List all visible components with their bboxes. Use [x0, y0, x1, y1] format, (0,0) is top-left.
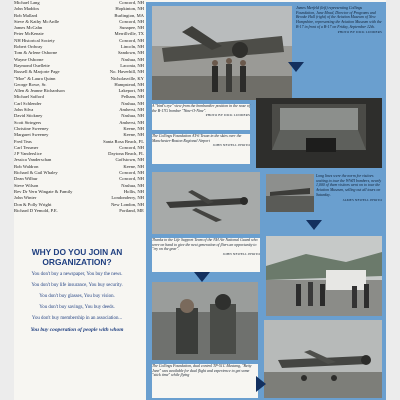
- member-name: Jessica Vanderschan: [14, 157, 52, 163]
- member-name: Tom & Arlene Osborne: [14, 50, 58, 56]
- member-name: Steve Wilson: [14, 182, 39, 188]
- member-place: Keene, NH: [123, 125, 144, 131]
- member-name: Richard D Yemold, P.E.: [14, 207, 58, 213]
- member-name: Michael Lang: [14, 0, 40, 5]
- caption-at6-text: The Collings Foundation AT-6 Texan in the skies over the Manchester-Boston Regional Airport: [152, 134, 242, 143]
- why-join-line: You don't buy a newspaper, You buy the news.: [31, 272, 123, 277]
- bombardier-view-photo: [256, 98, 382, 168]
- caption-lines-credit: JAMES NEWELL PHOTO: [342, 197, 382, 202]
- member-place: Sunapee, NH: [119, 25, 144, 31]
- member-name: John Winter: [14, 195, 37, 201]
- member-name: Don & Polly Wright: [14, 201, 52, 207]
- why-join-line: You don't buy membership in an association...: [31, 316, 123, 321]
- member-place: Nashua, NH: [121, 113, 144, 119]
- caption-at6: [152, 134, 250, 164]
- member-name: Carl Schlender: [14, 100, 42, 106]
- member-place: Pelham, NH: [121, 94, 144, 100]
- member-place: Concord, NH: [119, 18, 144, 24]
- why-join-heading: WHY DO YOU JOIN AN ORGANIZATION?: [31, 247, 123, 267]
- member-place: Burlington, MA: [114, 12, 144, 18]
- member-row: [14, 208, 144, 214]
- member-place: Nicholasville, KY: [110, 75, 144, 81]
- member-place: Amherst, NH: [119, 119, 144, 125]
- caption-top-credit: PHOTO BY DICK LUDDERS: [337, 29, 382, 34]
- member-place: Santa Rosa Beach, FL: [103, 138, 144, 144]
- why-join-line: You don't buy glasses, You buy vision.: [39, 294, 115, 299]
- member-place: Nashua, NH: [121, 56, 144, 62]
- member-name: Allen & Jeanne Richardson: [14, 88, 65, 94]
- member-place: Portland, ME: [119, 207, 144, 213]
- crowd-photo: [266, 236, 382, 316]
- caption-birds-eye-credit: PHOTO BY DICK LUDDERS: [205, 113, 250, 118]
- arrow-p51-icon: [256, 376, 266, 392]
- member-name: "Moe" & Laura Quinn: [14, 75, 56, 81]
- caption-p51: [152, 364, 258, 398]
- member-place: Nashua, NH: [121, 100, 144, 106]
- member-name: Dean Wilbur: [14, 176, 38, 182]
- member-place: Hopkinton, NH: [115, 6, 144, 12]
- member-place: Merrillville, TX: [114, 31, 144, 37]
- member-place: Nashua, NH: [121, 182, 144, 188]
- caption-top: [296, 6, 382, 62]
- member-name: Carl Tessmer: [14, 144, 39, 150]
- member-name: Margaret Sweeney: [14, 132, 49, 138]
- member-place: Londonderry, NH: [111, 195, 144, 201]
- member-place: Concord, NH: [119, 37, 144, 43]
- member-name: J P Vanderslice: [14, 151, 42, 157]
- caption-guard-text: Thanks to the Life Support Team of the NH Air National Guard who were on hand to give the next generation of fliers an opportunity to "try on the gear".: [152, 238, 258, 252]
- member-place: New London, NH: [110, 201, 144, 207]
- member-place: Concord, NH: [119, 144, 144, 150]
- member-place: Keene, NH: [123, 132, 144, 138]
- caption-at6-credit: JOHN NEWELL PHOTO: [212, 143, 250, 148]
- caption-birds-eye-text: A "bird's eye" view from the bombardier position in the nose of the B-17G bomber "Nine-O-Nine".: [152, 104, 250, 113]
- member-place: Keene, NH: [123, 163, 144, 169]
- member-name: John Maddox: [14, 6, 40, 12]
- member-place: Amherst, NH: [119, 107, 144, 113]
- why-join-line: You don't buy savings, You buy deeds.: [39, 305, 115, 310]
- member-name: Robert Ordway: [14, 44, 43, 50]
- caption-guard: [152, 238, 260, 272]
- caption-guard-credit: JOHN NEWELL PHOTO: [222, 252, 260, 257]
- member-name: Russell & Marjorie Page: [14, 69, 60, 75]
- member-name: Richard & Gail Whaley: [14, 170, 58, 176]
- member-name: NH Historical Society: [14, 37, 55, 43]
- member-name: Raymond Ouellette: [14, 62, 50, 68]
- member-name: Bob Mallard: [14, 12, 38, 18]
- p51-mustang-photo: [264, 320, 382, 398]
- member-name: Wayne Osborne: [14, 56, 44, 62]
- why-join-list: [14, 272, 140, 338]
- arrow-top-icon: [288, 62, 304, 72]
- member-place: Lincoln, NH: [120, 44, 144, 50]
- member-place: Laconia, NH: [120, 62, 144, 68]
- member-place: No. Haverhill, NH: [109, 69, 144, 75]
- member-place: Concord, NH: [119, 170, 144, 176]
- member-name: George Rowe, Sr.: [14, 81, 47, 87]
- member-name: Michael Safford: [14, 94, 44, 100]
- member-name: Scott Stringers: [14, 119, 42, 125]
- photo-panel: [146, 2, 386, 400]
- caption-lines: [316, 174, 382, 220]
- member-name: James McCahn: [14, 25, 43, 31]
- crowd-photo-small: [266, 174, 314, 212]
- caption-lines-text: Long lines were the norm for visitors waiting to tour the WWII bombers, nearly 1,000 of them visitors went on to tour the Aviation Museum, selling out all tours on Saturday.: [316, 174, 382, 197]
- member-name: Christine Sweeney: [14, 125, 49, 131]
- caption-p51-text: The Collings Foundation, dual control TP-51C Mustang, "Betty Jane" was available for dual flight and experience to get some "stick time" while flying: [152, 364, 252, 378]
- member-place: Concord, NH: [119, 0, 144, 5]
- member-name: Rev Dr Vern Wingate & Family: [14, 188, 73, 194]
- member-name: Peter McKenzie: [14, 31, 44, 37]
- member-place: Hampstead, NH: [114, 81, 144, 87]
- caption-birds-eye: [152, 104, 250, 130]
- member-name: Bob Waldron: [14, 163, 39, 169]
- member-place: Lakeport, NH: [118, 88, 144, 94]
- member-place: Goffstown, NH: [115, 157, 144, 163]
- member-name: Fred Teas: [14, 138, 32, 144]
- member-place: Concord, NH: [119, 176, 144, 182]
- member-place: Sandown, NH: [117, 50, 144, 56]
- member-name: John Silva: [14, 107, 34, 113]
- at6-texan-photo: [152, 172, 260, 234]
- b17-group-photo: [152, 6, 292, 100]
- member-place: Daytona Beach, FL: [108, 151, 144, 157]
- arrow-lines-icon: [306, 220, 322, 230]
- newsletter-page: [14, 0, 386, 400]
- flight-gear-photo: [152, 282, 258, 360]
- member-name: Steve & Kathy McArdle: [14, 18, 60, 24]
- member-place: Hollis, NH: [123, 188, 144, 194]
- member-list: [14, 0, 144, 214]
- why-join-line: You don't buy life insurance, You buy security.: [31, 283, 123, 288]
- caption-top-text: James Merfeld (left) representing Collings Foundation, Jane Mead, Director of Programs and Brooke Hull (right) of the Aviation Museum of New Hampshire, representing the Aviation Museum with the B-17 in front of a B-17 on Friday, September 12th.: [296, 6, 382, 29]
- left-column: [14, 0, 144, 400]
- member-name: David Stickney: [14, 113, 43, 119]
- why-join-line: You buy cooperation of people with whom: [30, 327, 124, 333]
- arrow-guard-icon: [194, 272, 210, 282]
